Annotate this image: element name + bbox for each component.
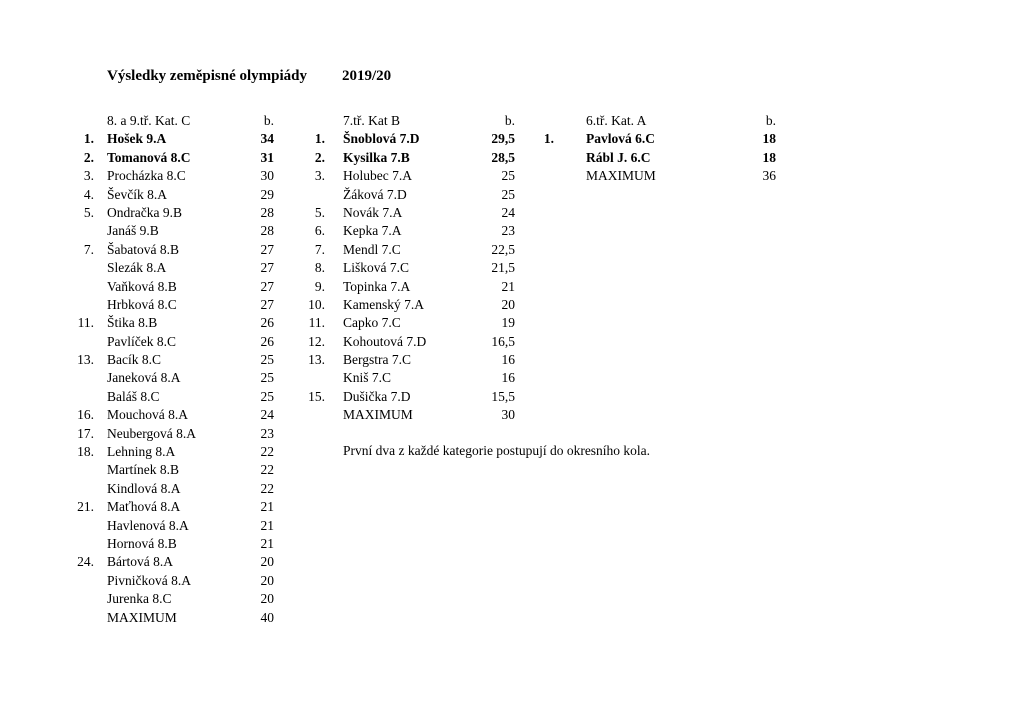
points-cell: 21	[260, 499, 274, 515]
rank-cell: 17.	[77, 425, 94, 441]
name-cell: Kindlová 8.A	[107, 480, 181, 496]
name-cell: Lišková 7.C	[343, 260, 409, 276]
points-cell: 29,5	[491, 131, 515, 147]
points-cell: 22	[260, 480, 274, 496]
points-cell: 28	[260, 223, 274, 239]
name-cell: Janeková 8.A	[107, 370, 181, 386]
points-cell: 16,5	[491, 333, 515, 349]
points-cell: 18	[762, 131, 776, 147]
rank-cell: 13.	[77, 352, 94, 368]
name-cell: Mouchová 8.A	[107, 407, 188, 423]
points-cell: b.	[263, 113, 274, 128]
name-cell: Ševčík 8.A	[107, 186, 167, 202]
points-cell: 27	[260, 241, 274, 257]
points-cell: 18	[762, 149, 776, 165]
rank-cell: 11.	[77, 315, 94, 331]
name-cell: Kohoutová 7.D	[343, 333, 427, 349]
name-cell: Rábl J. 6.C	[586, 149, 651, 165]
points-cell: 23	[501, 223, 515, 239]
name-cell: Hornová 8.B	[107, 535, 177, 551]
name-cell: MAXIMUM	[343, 407, 413, 423]
points-cell: 25	[501, 168, 515, 184]
name-cell: Pavlová 6.C	[586, 131, 655, 147]
name-cell: Holubec 7.A	[343, 168, 412, 184]
rank-cell: 5.	[83, 204, 94, 220]
name-cell: Neubergová 8.A	[107, 425, 196, 441]
points-cell: 22,5	[491, 241, 515, 257]
name-cell: Vaňková 8.B	[107, 278, 177, 294]
school-year: 2019/20	[342, 68, 392, 84]
rank-cell: 18.	[77, 444, 94, 460]
rank-cell: 1.	[543, 131, 554, 147]
name-cell: Šnoblová 7.D	[343, 131, 420, 147]
advancement-note: První dva z každé kategorie postupují do okresního kola.	[343, 443, 651, 458]
name-cell: Pivničková 8.A	[107, 572, 191, 588]
points-cell: 27	[260, 260, 274, 276]
rank-cell: 15.	[308, 388, 325, 404]
name-cell: Kniš 7.C	[343, 370, 392, 386]
rank-cell: 2.	[83, 149, 94, 165]
points-cell: 26	[260, 315, 274, 331]
name-cell: Tomanová 8.C	[107, 149, 191, 165]
name-cell: MAXIMUM	[586, 168, 656, 184]
points-cell: 27	[260, 278, 274, 294]
name-cell: Janáš 9.B	[107, 223, 159, 239]
rank-cell: 10.	[308, 296, 325, 312]
name-cell: 8. a 9.tř. Kat. C	[107, 113, 191, 128]
points-cell: 30	[260, 168, 274, 184]
name-cell: Kamenský 7.A	[343, 296, 424, 312]
name-cell: Procházka 8.C	[107, 168, 186, 184]
name-cell: Dušička 7.D	[343, 388, 411, 404]
rank-cell: 7.	[314, 241, 325, 257]
points-cell: 20	[260, 572, 274, 588]
name-cell: MAXIMUM	[107, 609, 177, 625]
points-cell: 21	[260, 517, 274, 533]
page-title	[107, 68, 392, 85]
points-cell: 34	[260, 131, 274, 147]
name-cell: Novák 7.A	[343, 204, 403, 220]
rank-cell: 16.	[77, 407, 94, 423]
points-cell: 16	[501, 352, 515, 368]
points-cell: 20	[501, 296, 515, 312]
name-cell: Jurenka 8.C	[107, 591, 172, 607]
points-cell: 31	[260, 149, 274, 165]
points-cell: b.	[765, 113, 776, 128]
rank-cell: 21.	[77, 499, 94, 515]
points-cell: 19	[501, 315, 515, 331]
points-cell: 21	[260, 535, 274, 551]
points-cell: 21,5	[491, 260, 515, 276]
name-cell: Pavlíček 8.C	[107, 333, 176, 349]
points-cell: 40	[260, 609, 274, 625]
rank-cell: 9.	[314, 278, 325, 294]
rank-cell: 1.	[83, 131, 94, 147]
name-cell: Kysilka 7.B	[343, 149, 410, 165]
rank-cell: 6.	[314, 223, 325, 239]
points-cell: 28	[260, 204, 274, 220]
name-cell: Štika 8.B	[107, 315, 158, 331]
rank-cell: 24.	[77, 554, 94, 570]
name-cell: Mendl 7.C	[343, 241, 401, 257]
name-cell: Bacík 8.C	[107, 352, 161, 368]
points-cell: 20	[260, 591, 274, 607]
points-cell: 23	[260, 425, 274, 441]
points-cell: 30	[501, 407, 515, 423]
name-cell: 6.tř. Kat. A	[586, 113, 647, 128]
name-cell: Hrbková 8.C	[107, 296, 177, 312]
points-cell: b.	[504, 113, 515, 128]
name-cell: Capko 7.C	[343, 315, 401, 331]
name-cell: Bergstra 7.C	[343, 352, 411, 368]
name-cell: Hošek 9.A	[107, 131, 167, 147]
name-cell: Šabatová 8.B	[107, 241, 179, 257]
rank-cell: 5.	[314, 204, 325, 220]
name-cell: Baláš 8.C	[107, 388, 160, 404]
points-cell: 24	[260, 407, 274, 423]
points-cell: 29	[260, 186, 274, 202]
points-cell: 25	[260, 370, 274, 386]
points-cell: 16	[501, 370, 515, 386]
name-cell: 7.tř. Kat B	[343, 113, 400, 128]
rank-cell: 11.	[308, 315, 325, 331]
rank-cell: 13.	[308, 352, 325, 368]
name-cell: Havlenová 8.A	[107, 517, 189, 533]
points-cell: 28,5	[491, 149, 515, 165]
rank-cell: 3.	[314, 168, 325, 184]
name-cell: Lehning 8.A	[107, 444, 176, 460]
rank-cell: 12.	[308, 333, 325, 349]
rank-cell: 1.	[314, 131, 325, 147]
points-cell: 26	[260, 333, 274, 349]
name-cell: Bártová 8.A	[107, 554, 173, 570]
rank-cell: 2.	[314, 149, 325, 165]
points-cell: 21	[501, 278, 515, 294]
points-cell: 27	[260, 296, 274, 312]
points-cell: 36	[762, 168, 776, 184]
title-text: Výsledky zeměpisné olympiády	[107, 68, 308, 84]
rank-cell: 4.	[83, 186, 94, 202]
points-cell: 25	[501, 186, 515, 202]
rank-cell: 8.	[314, 260, 325, 276]
name-cell: Kepka 7.A	[343, 223, 402, 239]
name-cell: Maťhová 8.A	[107, 499, 181, 515]
points-cell: 24	[501, 204, 515, 220]
points-cell: 15,5	[491, 388, 515, 404]
name-cell: Slezák 8.A	[107, 260, 167, 276]
points-cell: 22	[260, 444, 274, 460]
points-cell: 25	[260, 388, 274, 404]
name-cell: Žáková 7.D	[343, 186, 407, 202]
points-cell: 25	[260, 352, 274, 368]
name-cell: Martínek 8.B	[107, 462, 179, 478]
name-cell: Topinka 7.A	[343, 278, 411, 294]
points-cell: 20	[260, 554, 274, 570]
rank-cell: 7.	[83, 241, 94, 257]
rank-cell: 3.	[83, 168, 94, 184]
points-cell: 22	[260, 462, 274, 478]
name-cell: Ondračka 9.B	[107, 204, 182, 220]
